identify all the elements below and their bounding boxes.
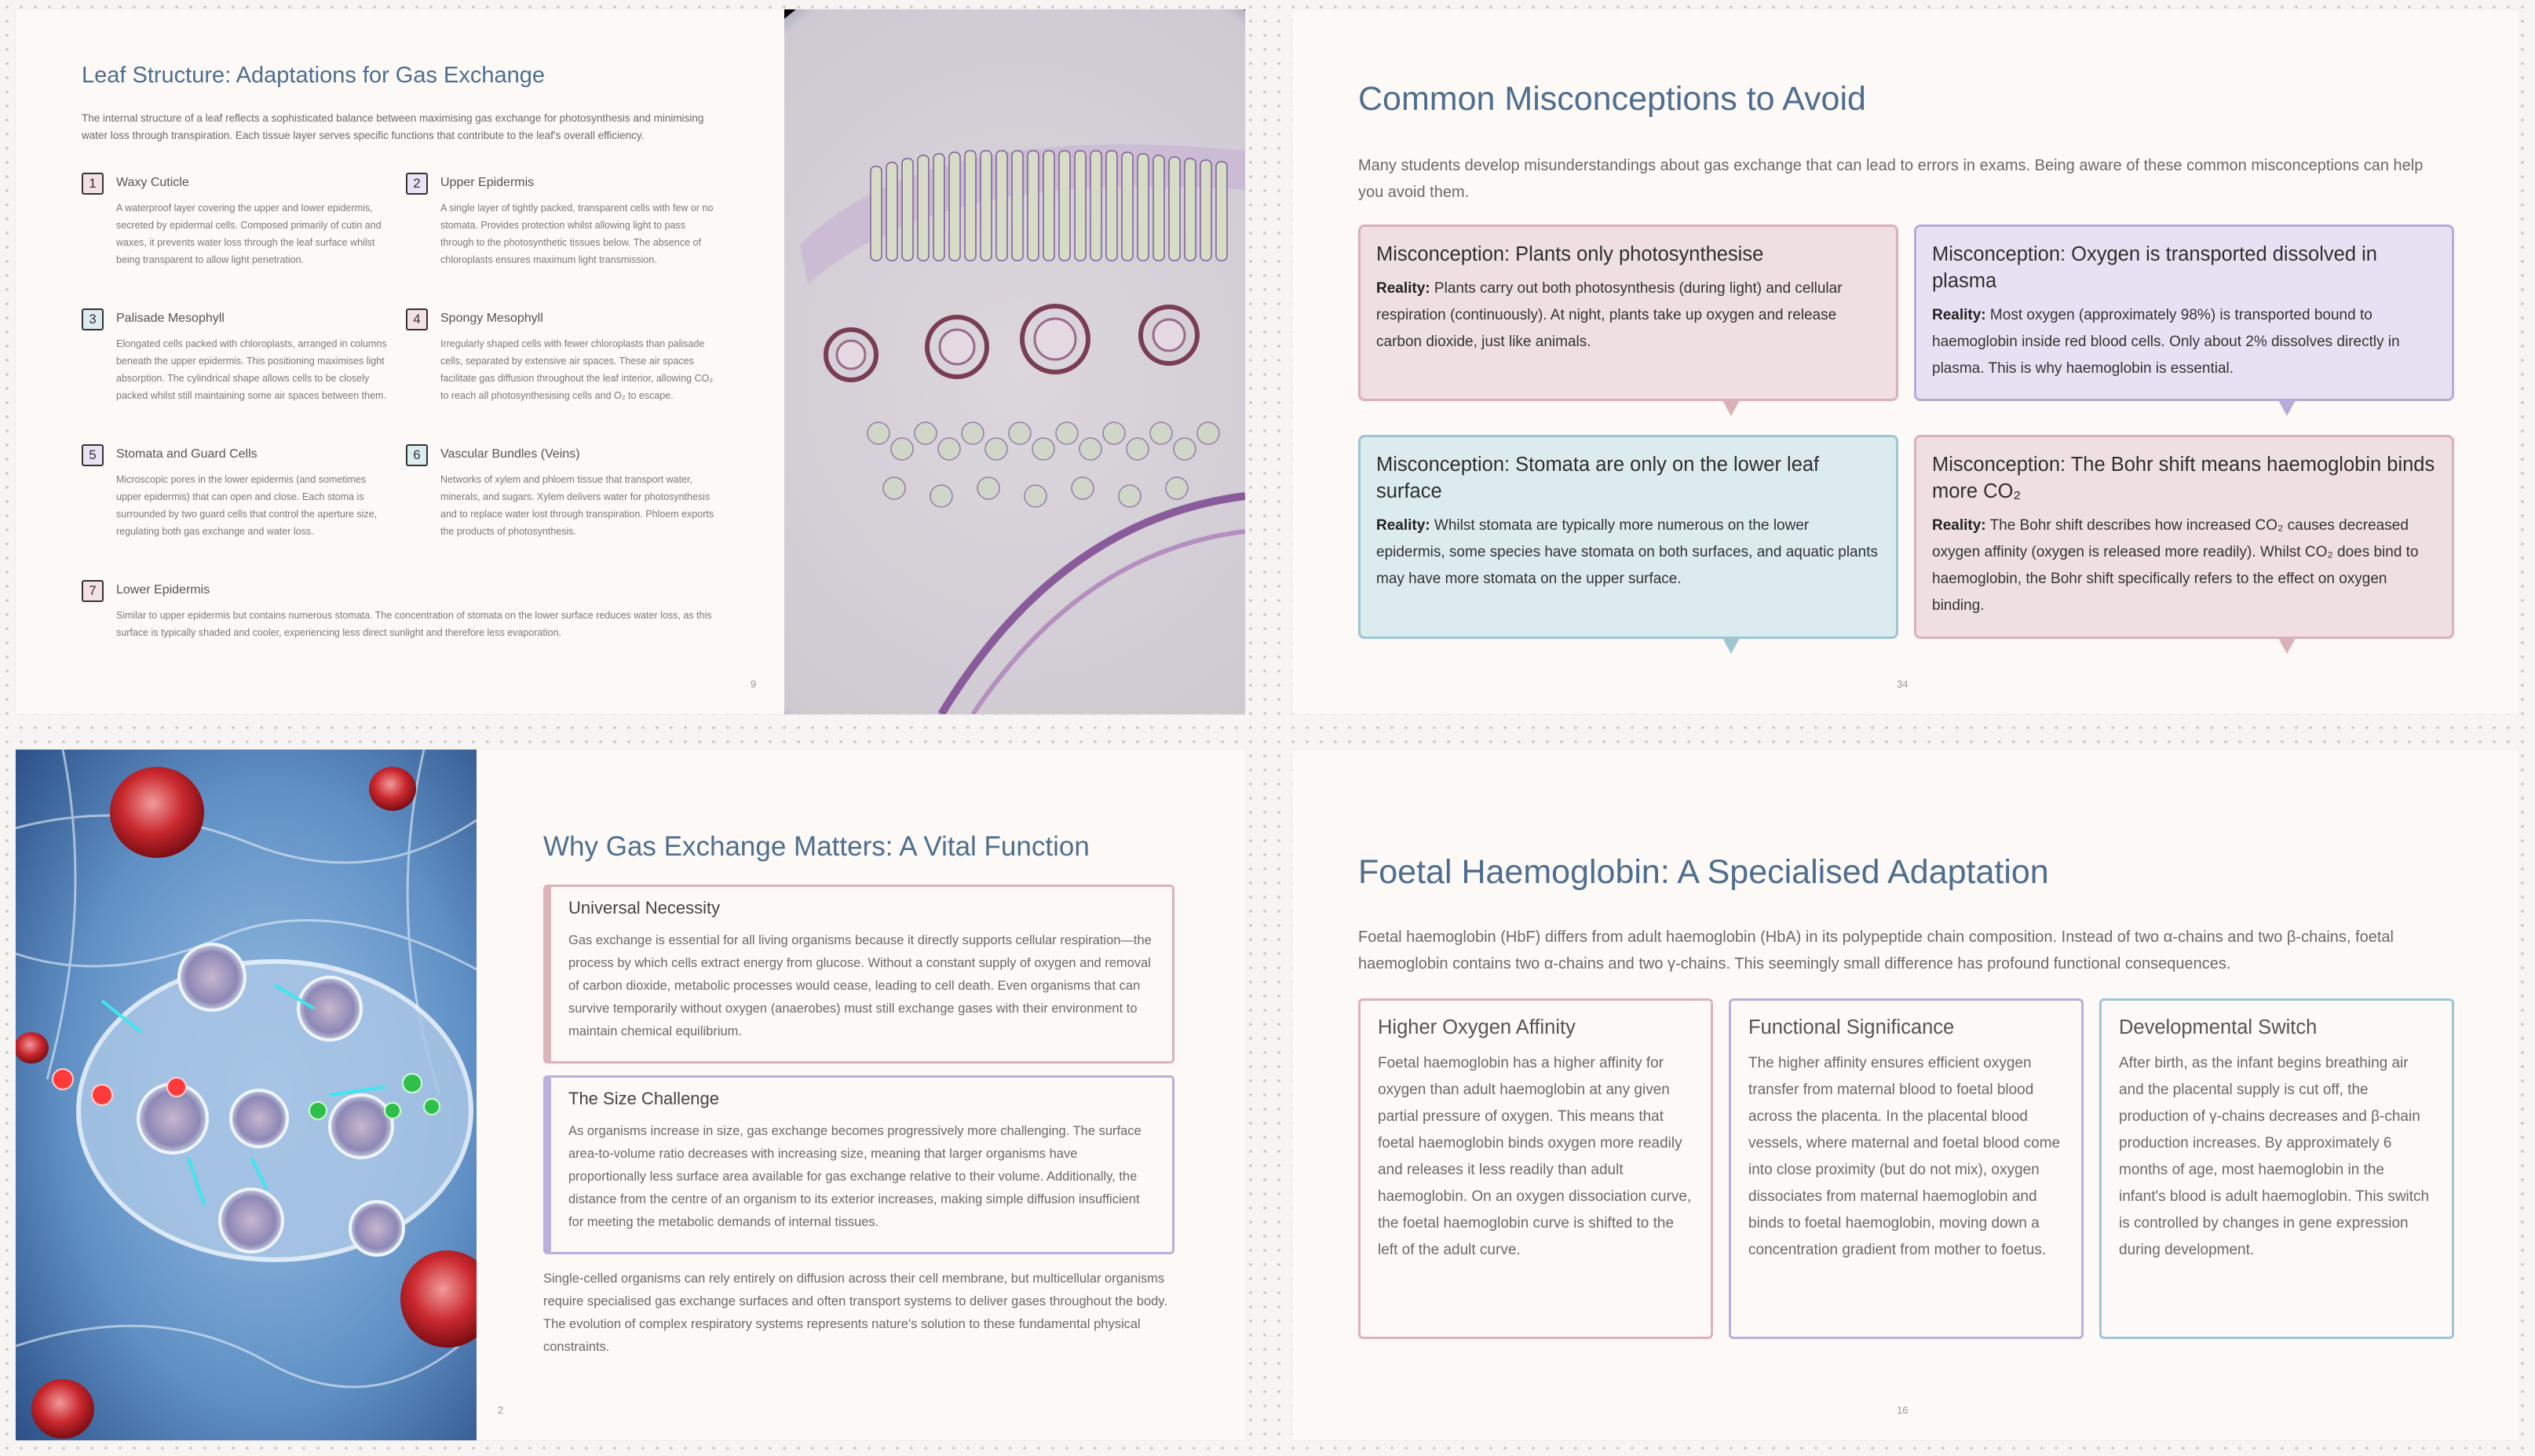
- card-text: Gas exchange is essential for all living organisms because it directly supports cellular respiration—the process by which cells extract energy from glucose. Without a constant supply of oxygen and removal of carbon dioxide, metabolic processes would cease, leading to cell death. Even organisms that can survive temporarily without oxygen (anaerobes) must still exchange gases with their environment to maintain chemical equilibrium.: [568, 933, 1152, 1038]
- bubble-tail: [1722, 399, 1741, 416]
- item-text: Similar to upper epidermis but contains numerous stomata. The concentration of stomata on the lower surface reduces water loss, as this surface is typically shaded and cooler, experiencing less direct sunlight and therefore less evaporation.: [116, 610, 712, 638]
- page-number: 34: [1897, 678, 1909, 690]
- item-number: 5: [82, 444, 104, 466]
- reality-text: Most oxygen (approximately 98%) is transported bound to haemoglobin inside red blood cells. Only about 2% dissolves directly in plasma. This is why haemoglobin is essential.: [1932, 307, 2400, 377]
- bubble-tail: [2277, 637, 2296, 654]
- bubble-tail: [2277, 399, 2296, 416]
- misconception-text: [1376, 513, 1880, 593]
- item-title: Lower Epidermis: [116, 583, 210, 597]
- slide-leaf-structure: [16, 9, 1245, 714]
- leaf-micrograph-image: [784, 9, 1245, 714]
- misconception-text: [1932, 302, 2436, 382]
- misconception-card: [1358, 435, 1898, 639]
- card-text: Foetal haemoglobin has a higher affinity for oxygen than adult haemoglobin at any given partial pressure of oxygen. This means that foetal haemoglobin binds oxygen more readily and releases it less readily than adult haemoglobin. On an oxygen dissociation curve, the foetal haemoglobin curve is shifted to the left of the adult curve.: [1378, 1055, 1692, 1258]
- reality-label: Reality:: [1932, 517, 1986, 534]
- slide-title: Why Gas Exchange Matters: A Vital Function: [543, 831, 1090, 862]
- slide-intro: Many students develop misunderstandings about gas exchange that can lead to errors in exams. Being aware of these common misconceptions can help you avoid them.: [1358, 157, 2424, 201]
- page-number: 16: [1897, 1404, 1909, 1416]
- item-title: Upper Epidermis: [440, 176, 535, 189]
- info-card-size-challenge: [543, 1075, 1174, 1254]
- reality-text: The Bohr shift describes how increased CO₂ causes decreased oxygen affinity (oxygen is released more readily). Whilst CO₂ does bind to haemoglobin, the Bohr shift specifically refers to the effect on oxygen binding.: [1932, 517, 2419, 614]
- misconception-text: [1376, 276, 1880, 356]
- reality-text: Whilst stomata are typically more numerous on the lower epidermis, some species have stomata on both surfaces, and aquatic plants may have more stomata on the upper surface.: [1376, 517, 1878, 587]
- info-card-universal-necessity: [543, 885, 1174, 1064]
- reality-label: Reality:: [1376, 280, 1430, 297]
- item-number: 2: [406, 173, 428, 195]
- item-text: Networks of xylem and phloem tissue that transport water, minerals, and sugars. Xylem delivers water for photosynthesis and to replace water lost through transpiration. Phloem exports the products of photosynthesis.: [440, 474, 714, 537]
- item-title: Palisade Mesophyll: [116, 312, 225, 325]
- card-text: As organisms increase in size, gas exchange becomes progressively more challenging. The surface area-to-volume ratio decreases with increasing size, meaning that larger organisms have proportionally less surface area available for gas exchange relative to their volume. Additionally, the distance from the centre of an organism to its exterior increases, making simple diffusion insufficient for meeting the metabolic demands of internal tissues.: [568, 1124, 1141, 1229]
- card-title: Developmental Switch: [2119, 1016, 2318, 1038]
- foetal-card-higher-affinity: [1358, 998, 1713, 1339]
- slide-misconceptions: [1292, 9, 2519, 714]
- misconception-card: [1358, 224, 1898, 401]
- slide-why-gas-exchange: [16, 750, 1245, 1440]
- slide-foetal-haemoglobin: [1292, 750, 2519, 1440]
- foetal-card-functional-significance: [1729, 998, 2084, 1339]
- cells-illustration-image: [16, 750, 477, 1440]
- item-text: Irregularly shaped cells with fewer chloroplasts than palisade cells, separated by extensive air spaces. These air spaces facilitate gas diffusion throughout the leaf interior, allowing CO₂ to reach all photosynthesising cells and O₂ to escape.: [440, 338, 714, 401]
- item-title: Vascular Bundles (Veins): [440, 447, 580, 461]
- misconception-title: Misconception: The Bohr shift means haemoglobin binds more CO₂: [1932, 454, 2435, 502]
- item-text: Elongated cells packed with chloroplasts, arranged in columns beneath the upper epidermis. This positioning maximises light absorption. The cylindrical shape allows cells to be closely packed whilst still maintaining some air spaces between them.: [116, 338, 387, 401]
- slide-title: Common Misconceptions to Avoid: [1358, 80, 1866, 118]
- item-title: Waxy Cuticle: [116, 176, 189, 189]
- page-number: 9: [751, 678, 757, 690]
- card-text: After birth, as the infant begins breathing air and the placental supply is cut off, the production of γ-chains decreases and β-chain production increases. By approximately 6 months of age, most haemoglobin in the infant's blood is adult haemoglobin. This switch is controlled by changes in gene expression during development.: [2119, 1055, 2430, 1258]
- card-title: Universal Necessity: [568, 898, 721, 918]
- bubble-tail: [1722, 637, 1741, 654]
- item-number: 3: [82, 308, 104, 330]
- item-number: 6: [406, 444, 428, 466]
- misconception-card: [1914, 224, 2454, 401]
- foetal-card-developmental-switch: [2099, 998, 2454, 1339]
- item-number: 4: [406, 308, 428, 330]
- slide-intro: Foetal haemoglobin (HbF) differs from adult haemoglobin (HbA) in its polypeptide chain composition. Instead of two α-chains and two β-chains, foetal haemoglobin contains two α-chains and two γ-chains. This seemingly small difference has profound functional consequences.: [1358, 929, 2394, 972]
- item-text: A waterproof layer covering the upper and lower epidermis, secreted by epidermal cells. Composed primarily of cutin and waxes, it prevents water loss through the leaf surface whilst being transparent to allow light penetration.: [116, 203, 382, 265]
- misconception-title: Misconception: Plants only photosynthesise: [1376, 243, 1764, 265]
- reality-label: Reality:: [1376, 517, 1430, 534]
- item-number: 1: [82, 173, 104, 195]
- misconception-text: [1932, 513, 2436, 619]
- card-text: The higher affinity ensures efficient oxygen transfer from maternal blood to foetal blood across the placenta. In the placental blood vessels, where maternal and foetal blood come into close proximity (but do not mix), oxygen dissociates from maternal haemoglobin and binds to foetal haemoglobin, moving down a concentration gradient from mother to foetus.: [1748, 1055, 2061, 1258]
- reality-text: Plants carry out both photosynthesis (during light) and cellular respiration (continuously). At night, plants take up oxygen and release carbon dioxide, just like animals.: [1376, 280, 1843, 350]
- slide-intro: The internal structure of a leaf reflects a sophisticated balance between maximising gas exchange for photosynthesis and minimising water loss through transpiration. Each tissue layer serves specific functions that contribute to the leaf's overall efficiency.: [82, 112, 704, 141]
- slide-title: Foetal Haemoglobin: A Specialised Adaptation: [1358, 853, 2049, 891]
- page-number: 2: [498, 1404, 504, 1416]
- reality-label: Reality:: [1932, 307, 1986, 323]
- misconception-title: Misconception: Oxygen is transported dissolved in plasma: [1932, 243, 2377, 292]
- slide-title: Leaf Structure: Adaptations for Gas Exchange: [82, 63, 546, 88]
- slide-conclusion: Single-celled organisms can rely entirely on diffusion across their cell membrane, but multicellular organisms require specialised gas exchange surfaces and often transport systems to deliver gases throughout the body. The evolution of complex respiratory systems represents nature's solution to these fundamental physical constraints.: [543, 1272, 1167, 1354]
- card-title: Functional Significance: [1748, 1016, 1955, 1038]
- misconception-card: [1914, 435, 2454, 639]
- item-title: Stomata and Guard Cells: [116, 447, 258, 461]
- item-number: 7: [82, 580, 104, 602]
- item-text: Microscopic pores in the lower epidermis (and sometimes upper epidermis) that can open and close. Each stoma is surrounded by two guard cells that control the aperture size, regulating both gas exchange and water loss.: [116, 474, 378, 537]
- card-title: Higher Oxygen Affinity: [1378, 1016, 1576, 1038]
- item-title: Spongy Mesophyll: [440, 312, 543, 325]
- card-title: The Size Challenge: [568, 1089, 720, 1108]
- misconception-title: Misconception: Stomata are only on the lower leaf surface: [1376, 454, 1820, 502]
- item-text: A single layer of tightly packed, transparent cells with few or no stomata. Provides protection whilst allowing light to pass through to the photosynthetic tissues below. The absence of chloroplasts ensures maximum light transmission.: [440, 203, 714, 265]
